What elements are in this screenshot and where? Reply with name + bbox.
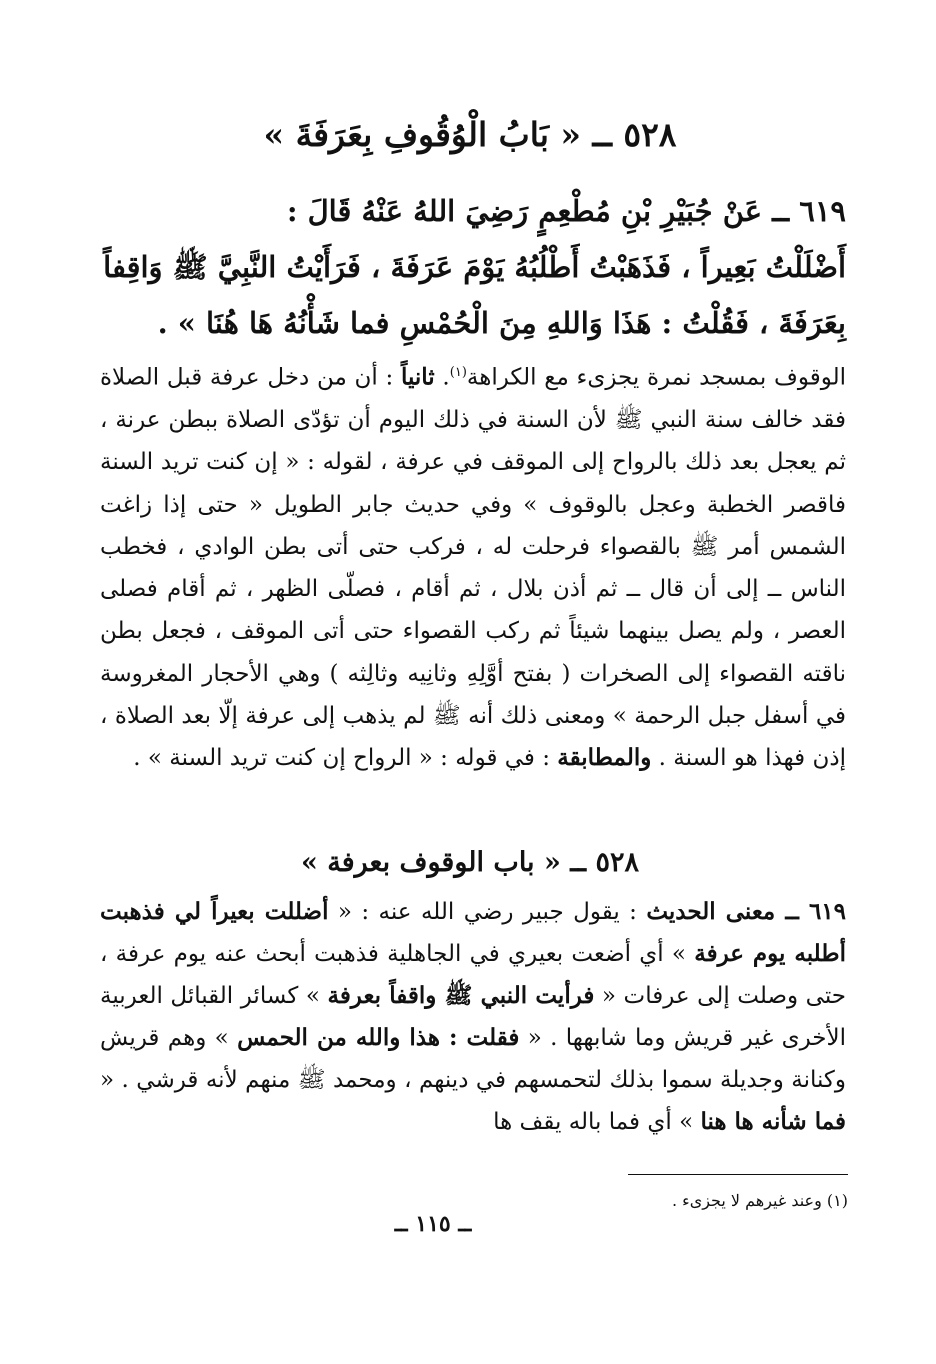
meaning-text: » كسائر القبائل العربية الأخرى غير قريش وما شابهها . « [100, 983, 846, 1051]
commentary-text: : أن من دخل عرفة قبل الصلاة فقد خالف سنة النبي ﷺ لأن السنة في ذلك اليوم أن تؤدّى الصلاة ببطن عرنة ، ثم يعجل بعد ذلك بالرواح إلى الموقف في عرفة ، لقوله : « إن كنت تريد السنة فاقصر الخطبة وعجل بالوقوف » وفي حديث جابر الطويل « حتى إذا زاغت الشمس أمر ﷺ بالقصواء فرحلت له ، فركب حتى أتى بطن الوادي ، فخطب الناس ــ إلى أن قال ــ ثم أذن بلال ، ثم أقام ، فصلّى الظهر ، ثم أقام فصلى العصر ، ولم يصل بينهما شيئاً ثم ركب القصواء حتى أتى الموقف ، فجعل بطن ناقته القصواء إلى الصخرات ( بفتح أوَّلِهِ وثانِيه وثالِثه ) وهي الأحجار المغروسة في أسفل جبل الرحمة » ومعنى ذلك أنه ﷺ لم يذهب إلى عرفة إلّا بعد الصلاة ، إذن فهذا هو السنة . [100, 364, 846, 772]
hadith-line-3: بِعَرَفَةَ ، فَقُلْتُ : هَذَا وَاللهِ مِنَ الْحُمْسِ فما شَأْنُهُ هَا هُنَا » . [157, 306, 846, 340]
hadith-quote: فقلت : هذا والله من الحمس [237, 1024, 520, 1051]
meaning-text: » وهم قريش وكنانة وجديلة سموا بذلك لتحمسهم في دينهم ، ومحمد ﷺ منهم لأنه قرشي . « [100, 1025, 846, 1093]
hadith-text [100, 183, 846, 351]
hadith-line-2: أَضْلَلْتُ بَعِيراً ، فَذَهَبْتُ أَطْلُبُهُ يَوْمَ عَرَفَةَ ، فَرَأَيْتُ النَّبِيَّ ﷺ وَاقِفاً [103, 250, 846, 284]
hadith-line-1: ٦١٩ ــ عَنْ جُبَيْرِ بْنِ مُطْعِمٍ رَضِيَ اللهُ عَنْهُ قَالَ : [286, 194, 846, 228]
commentary-text: : في قوله : « الرواح إن كنت تريد السنة » . [133, 745, 558, 772]
meaning-label: ٦١٩ ــ معنى الحديث [646, 898, 846, 925]
commentary-text: الوقوف بمسجد نمرة يجزىء مع الكراهة [466, 364, 846, 391]
meaning-text: » أي فما باله يقف ها [493, 1109, 701, 1135]
hadith-quote: فرأيت النبي ﷺ واقفاً بعرفة [327, 982, 595, 1009]
section-heading: ٥٢٨ ــ « باب الوقوف بعرفة » [301, 847, 639, 878]
meaning-text: : يقول جبير رضي الله عنه : « [328, 899, 647, 925]
hadith-quote: فما شأنه ها هنا [700, 1108, 846, 1135]
chapter-heading: ٥٢٨ ــ « بَابُ الْوُقُوفِ بِعَرَفَةَ » [263, 115, 677, 154]
footnote-divider [628, 1174, 848, 1175]
commentary-text: . [434, 364, 450, 391]
meaning-text: » أي أضعت بعيري في الجاهلية فذهبت أبحث عنه يوم عرفة ، حتى وصلت إلى عرفات « [100, 941, 846, 1009]
meaning-paragraph [100, 891, 846, 1143]
commentary-keyword-mutabaqa: والمطابقة [557, 744, 652, 772]
page-number: ــ ١١٥ ــ [394, 1211, 472, 1237]
hadith-quote: أضللت بعيراً لي فذهبت أطلبه يوم عرفة [100, 898, 846, 967]
commentary-keyword-thaniyan: ثانياً [400, 363, 435, 391]
commentary-paragraph [100, 352, 846, 780]
footnote-marker: (١) [449, 365, 467, 380]
footnote: (١) وعند غيرهم لا يجزىء . [672, 1191, 848, 1210]
